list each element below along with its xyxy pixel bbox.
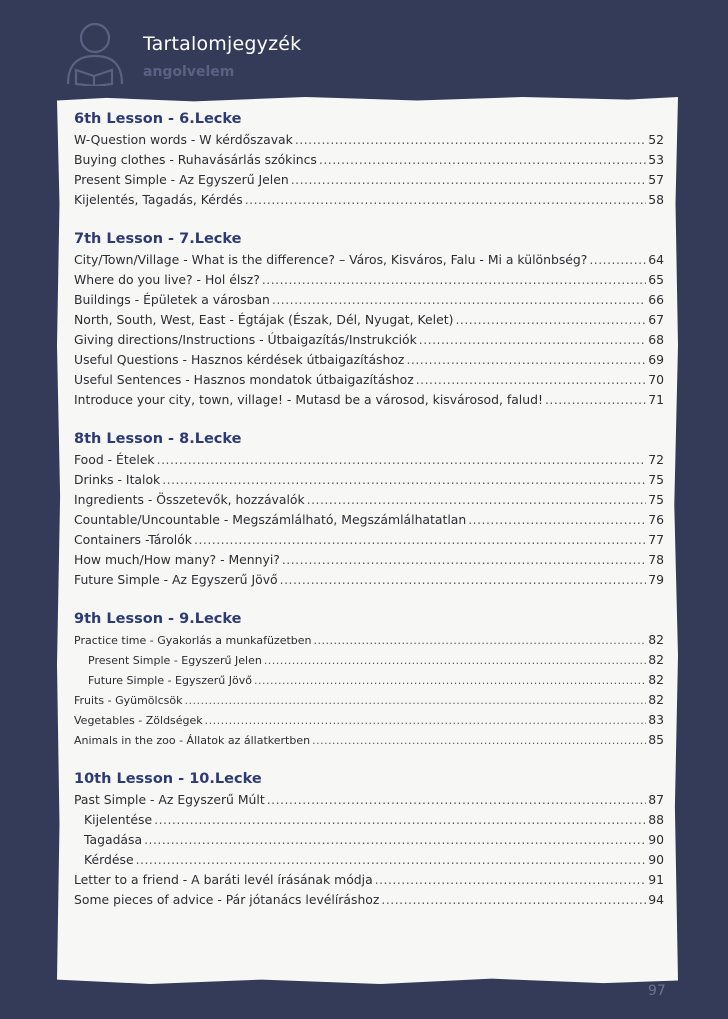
toc-entry[interactable] bbox=[74, 510, 664, 530]
toc-entry[interactable] bbox=[74, 150, 664, 170]
dot-leader bbox=[419, 330, 646, 350]
toc-entry-page: 77 bbox=[648, 532, 664, 547]
toc-entry-text: How much/How many? - Mennyi? bbox=[74, 552, 280, 567]
dot-leader bbox=[282, 550, 646, 570]
toc-entry-text: Food - Ételek bbox=[74, 452, 155, 467]
dot-leader bbox=[295, 130, 646, 150]
toc-entry[interactable] bbox=[74, 370, 664, 390]
toc-entry-text: Ingredients - Összetevők, hozzávalók bbox=[74, 492, 305, 507]
dot-leader bbox=[280, 570, 647, 590]
toc-entry-page: 72 bbox=[648, 452, 664, 467]
toc-entry[interactable] bbox=[74, 870, 664, 890]
toc-entry[interactable] bbox=[74, 630, 664, 650]
dot-leader bbox=[545, 390, 646, 410]
toc-entry-text: Introduce your city, town, village! - Mutasd be a városod, kisvárosod, falud! bbox=[74, 392, 543, 407]
toc-entry-text: Past Simple - Az Egyszerű Múlt bbox=[74, 792, 265, 807]
toc-entry-text: Letter to a friend - A baráti levél írásának módja bbox=[74, 872, 373, 887]
toc-entry[interactable] bbox=[74, 390, 664, 410]
toc-entry-text: Fruits - Gyümölcsök bbox=[74, 694, 183, 707]
toc-entry-text: Useful Sentences - Hasznos mondatok útbaigazításhoz bbox=[74, 372, 414, 387]
toc-entry[interactable] bbox=[74, 250, 664, 270]
toc-entry-text: Kérdése bbox=[84, 852, 134, 867]
toc-entry-page: 82 bbox=[648, 632, 664, 647]
toc-entry-page: 87 bbox=[648, 792, 664, 807]
dot-leader bbox=[205, 711, 647, 731]
toc-entry-text: Present Simple - Egyszerű Jelen bbox=[88, 654, 262, 667]
toc-entry-text: Present Simple - Az Egyszerű Jelen bbox=[74, 172, 289, 187]
dot-leader bbox=[154, 810, 646, 830]
page-number: 97 bbox=[648, 983, 666, 999]
toc-entry-page: 75 bbox=[648, 492, 664, 507]
toc-entry-page: 64 bbox=[648, 252, 664, 267]
toc-entry-page: 70 bbox=[648, 372, 664, 387]
toc-entry-page: 82 bbox=[648, 672, 664, 687]
toc-entry-page: 90 bbox=[648, 852, 664, 867]
section-title-lesson-8: 8th Lesson - 8.Lecke bbox=[74, 431, 242, 447]
dot-leader bbox=[267, 790, 647, 810]
table-of-contents bbox=[74, 108, 664, 910]
toc-entry[interactable] bbox=[74, 730, 664, 750]
dot-leader bbox=[262, 270, 646, 290]
dot-leader bbox=[314, 631, 647, 651]
toc-entry-text: North, South, West, East - Égtájak (Észak, Dél, Nyugat, Kelet) bbox=[74, 312, 454, 327]
toc-entry-text: Where do you live? - Hol élsz? bbox=[74, 272, 260, 287]
toc-entry-page: 78 bbox=[648, 552, 664, 567]
toc-entry[interactable] bbox=[74, 810, 664, 830]
toc-entry-page: 52 bbox=[648, 132, 664, 147]
toc-entry-text: Practice time - Gyakorlás a munkafüzetben bbox=[74, 634, 312, 647]
section-title-lesson-7: 7th Lesson - 7.Lecke bbox=[74, 231, 242, 247]
dot-leader bbox=[291, 170, 647, 190]
toc-entry-text: Buying clothes - Ruhavásárlás szókincs bbox=[74, 152, 317, 167]
toc-entry[interactable] bbox=[74, 550, 664, 570]
toc-entry-text: Giving directions/Instructions - Útbaigazítás/Instrukciók bbox=[74, 332, 417, 347]
toc-entry[interactable] bbox=[74, 690, 664, 710]
dot-leader bbox=[468, 510, 646, 530]
toc-entry-page: 66 bbox=[648, 292, 664, 307]
dot-leader bbox=[312, 731, 646, 751]
toc-entry-page: 88 bbox=[648, 812, 664, 827]
reader-avatar-icon bbox=[62, 20, 126, 86]
toc-entry[interactable] bbox=[74, 570, 664, 590]
toc-entry-page: 83 bbox=[648, 712, 664, 727]
dot-leader bbox=[264, 651, 646, 671]
toc-entry[interactable] bbox=[74, 310, 664, 330]
toc-entry-text: Future Simple - Egyszerű Jövő bbox=[88, 674, 252, 687]
toc-entry-text: Vegetables - Zöldségek bbox=[74, 714, 203, 727]
toc-entry-page: 58 bbox=[648, 192, 664, 207]
toc-entry-page: 79 bbox=[648, 572, 664, 587]
toc-entry[interactable] bbox=[74, 270, 664, 290]
toc-entry-text: Drinks - Italok bbox=[74, 472, 161, 487]
toc-entry-page: 69 bbox=[648, 352, 664, 367]
toc-entry-text: Containers -Tárolók bbox=[74, 532, 192, 547]
dot-leader bbox=[157, 450, 647, 470]
toc-entry-page: 75 bbox=[648, 472, 664, 487]
section-title-lesson-10: 10th Lesson - 10.Lecke bbox=[74, 771, 262, 787]
toc-entry-page: 76 bbox=[648, 512, 664, 527]
toc-entry[interactable] bbox=[74, 670, 664, 690]
toc-entry-text: Future Simple - Az Egyszerű Jövő bbox=[74, 572, 278, 587]
toc-entry-text: Tagadása bbox=[84, 832, 143, 847]
toc-entry-text: Buildings - Épületek a városban bbox=[74, 292, 270, 307]
toc-entry-text: Animals in the zoo - Állatok az állatkertben bbox=[74, 734, 311, 747]
dot-leader bbox=[307, 490, 647, 510]
dot-leader bbox=[194, 530, 646, 550]
toc-entry[interactable] bbox=[74, 450, 664, 470]
dot-leader bbox=[254, 671, 646, 691]
toc-entry-page: 53 bbox=[648, 152, 664, 167]
toc-entry-page: 71 bbox=[648, 392, 664, 407]
toc-entry-text: Kijelentés, Tagadás, Kérdés bbox=[74, 192, 243, 207]
toc-entry[interactable] bbox=[74, 290, 664, 310]
toc-entry-page: 90 bbox=[648, 832, 664, 847]
toc-entry-text: W-Question words - W kérdőszavak bbox=[74, 132, 293, 147]
dot-leader bbox=[319, 150, 646, 170]
toc-entry[interactable] bbox=[74, 130, 664, 150]
dot-leader bbox=[245, 190, 647, 210]
toc-entry-page: 68 bbox=[648, 332, 664, 347]
dot-leader bbox=[272, 290, 646, 310]
dot-leader bbox=[381, 890, 646, 910]
toc-entry-text: Useful Questions - Hasznos kérdések útbaigazításhoz bbox=[74, 352, 405, 367]
page-subtitle: angolvelem bbox=[143, 64, 235, 80]
toc-entry[interactable] bbox=[74, 170, 664, 190]
toc-entry[interactable] bbox=[74, 650, 664, 670]
toc-entry[interactable] bbox=[74, 850, 664, 870]
toc-entry-text: Countable/Uncountable - Megszámlálható, Megszámlálhatatlan bbox=[74, 512, 467, 527]
dot-leader bbox=[416, 370, 646, 390]
toc-entry[interactable] bbox=[74, 710, 664, 730]
dot-leader bbox=[455, 310, 646, 330]
dot-leader bbox=[136, 850, 647, 870]
toc-entry-page: 85 bbox=[648, 732, 664, 747]
toc-entry-page: 82 bbox=[648, 652, 664, 667]
section-title-lesson-6: 6th Lesson - 6.Lecke bbox=[74, 111, 242, 127]
page-title: Tartalomjegyzék bbox=[143, 33, 302, 55]
toc-entry[interactable] bbox=[74, 190, 664, 210]
toc-entry[interactable] bbox=[74, 350, 664, 370]
dot-leader bbox=[375, 870, 647, 890]
toc-entry-page: 91 bbox=[648, 872, 664, 887]
toc-entry-text: Some pieces of advice - Pár jótanács levélíráshoz bbox=[74, 892, 380, 907]
toc-entry-page: 82 bbox=[648, 692, 664, 707]
toc-entry[interactable] bbox=[74, 490, 664, 510]
dot-leader bbox=[589, 250, 646, 270]
dot-leader bbox=[184, 691, 646, 711]
toc-entry[interactable] bbox=[74, 830, 664, 850]
toc-entry-page: 67 bbox=[648, 312, 664, 327]
toc-entry-page: 94 bbox=[648, 892, 664, 907]
section-title-lesson-9: 9th Lesson - 9.Lecke bbox=[74, 611, 242, 627]
toc-entry-text: City/Town/Village - What is the difference? – Város, Kisváros, Falu - Mi a különbség? bbox=[74, 252, 588, 267]
toc-entry-text: Kijelentése bbox=[84, 812, 153, 827]
toc-entry-page: 65 bbox=[648, 272, 664, 287]
toc-entry[interactable] bbox=[74, 330, 664, 350]
toc-entry-page: 57 bbox=[648, 172, 664, 187]
toc-entry[interactable] bbox=[74, 790, 664, 810]
toc-entry[interactable] bbox=[74, 530, 664, 550]
dot-leader bbox=[406, 350, 646, 370]
dot-leader bbox=[162, 470, 646, 490]
dot-leader bbox=[144, 830, 646, 850]
toc-entry[interactable] bbox=[74, 470, 664, 490]
toc-entry[interactable] bbox=[74, 890, 664, 910]
